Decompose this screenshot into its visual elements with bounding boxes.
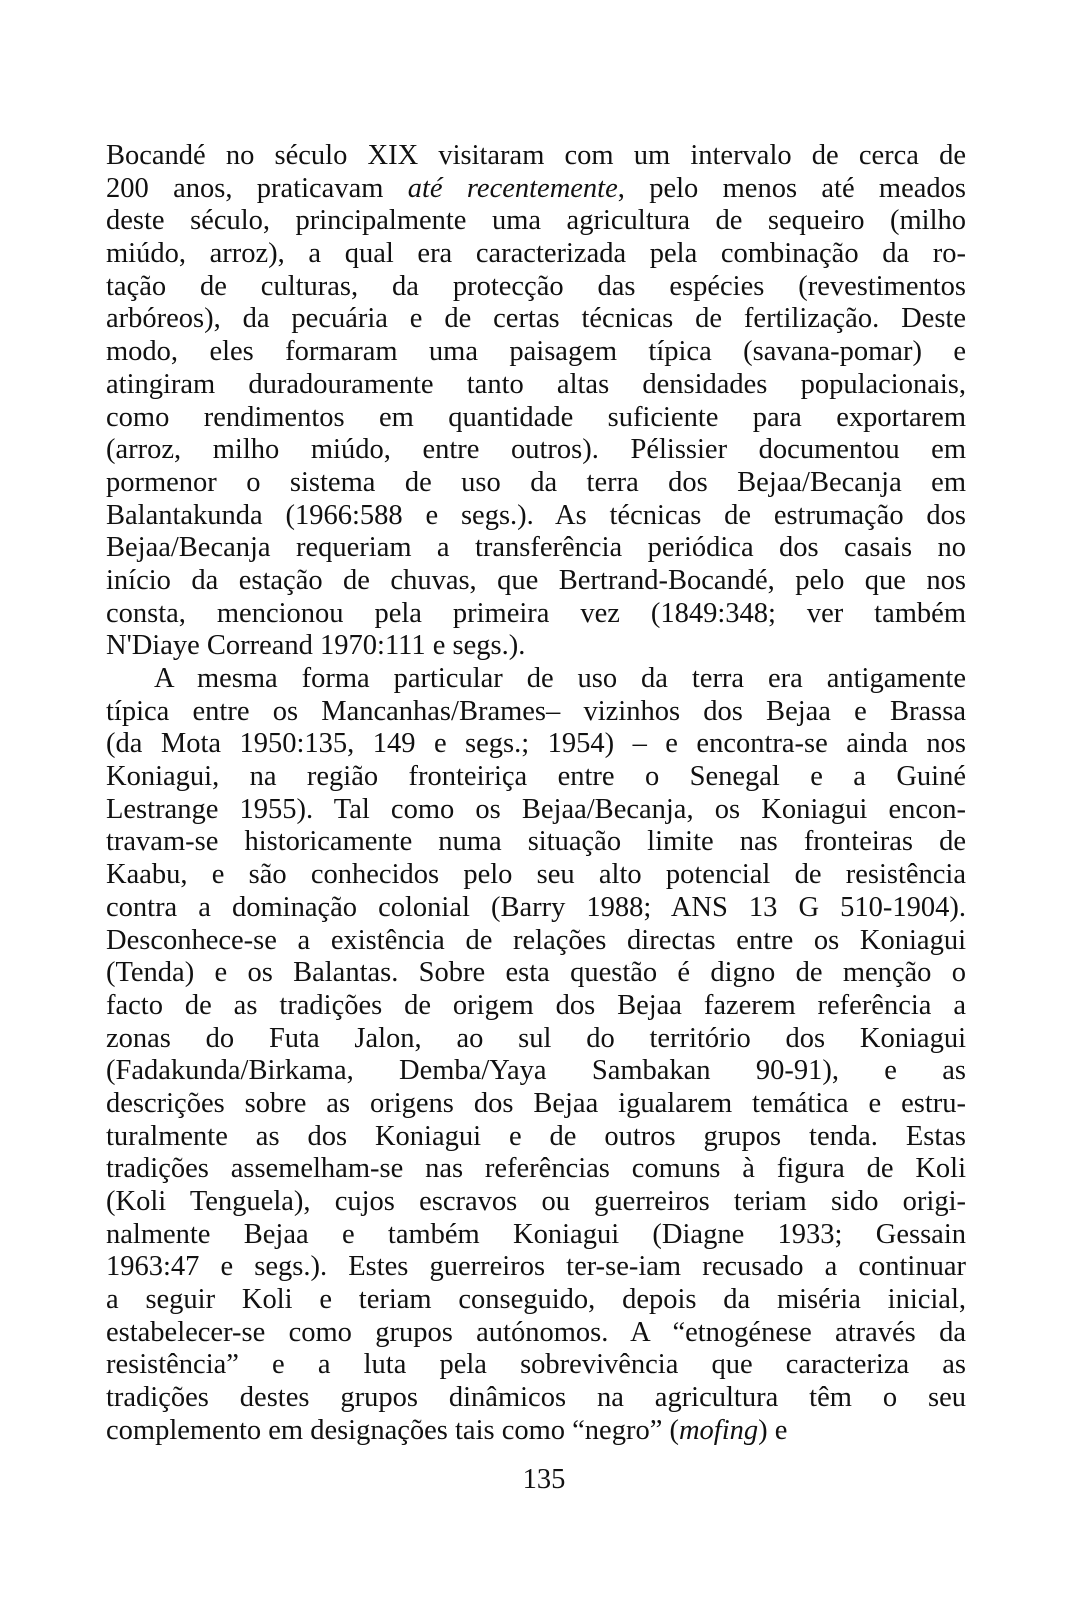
- text-line: [106, 1055, 966, 1088]
- text-line: [106, 1415, 966, 1448]
- text-line: [106, 500, 966, 533]
- text-line: [106, 761, 966, 794]
- text-line: [106, 892, 966, 925]
- text-line: [106, 696, 966, 729]
- text-line: [106, 205, 966, 238]
- text-line: [106, 271, 966, 304]
- text-segment: tradições assemelham-se nas referências comuns à figura de Koli: [106, 1153, 966, 1185]
- text-segment: (Koli Tenguela), cujos escravos ou guerreiros teriam sido origi-: [106, 1186, 966, 1217]
- text-segment: Desconhece-se a existência de relações directas entre os Koniagui: [106, 924, 966, 956]
- text-line: [106, 1121, 966, 1154]
- text-segment: a seguir Koli e teriam conseguido, depois da miséria inicial,: [106, 1284, 966, 1316]
- text-segment: ) e: [758, 1414, 788, 1446]
- text-line: [106, 532, 966, 565]
- text-segment: descrições sobre as origens dos Bejaa igualarem temática e estru-: [106, 1087, 966, 1119]
- text-segment: N'Diaye Correand 1970:111 e segs.).: [106, 630, 526, 662]
- text-segment: Kaabu, e são conhecidos pelo seu alto potencial de resistência: [106, 859, 966, 891]
- text-segment: turalmente as dos Koniagui e de outros grupos tenda. Estas: [106, 1120, 966, 1152]
- text-line: [106, 1023, 966, 1056]
- text-segment: como rendimentos em quantidade suficiente para exportarem: [106, 401, 966, 433]
- text-segment: resistência” e a luta pela sobrevivência que caracteriza as: [106, 1349, 966, 1381]
- text-line: [106, 434, 966, 467]
- paragraph: [106, 140, 966, 663]
- text-line: [106, 1349, 966, 1382]
- text-line: [106, 1088, 966, 1121]
- text-segment: 200 anos, praticavam: [106, 172, 408, 204]
- text-line: [106, 173, 966, 206]
- text-line: [106, 826, 966, 859]
- text-segment: visitaram com um intervalo de cerca de: [418, 140, 966, 171]
- text-line: [106, 1284, 966, 1317]
- text-line: [106, 1317, 966, 1350]
- italic-text: até recentemente: [407, 172, 618, 204]
- text-segment: Balantakunda (1966:588 e segs.). As técnicas de estrumação dos: [106, 499, 966, 531]
- paragraph: [106, 663, 966, 1448]
- text-segment: típica entre os Mancanhas/Brames– vizinhos dos Bejaa e Brassa: [106, 695, 966, 727]
- text-line: [106, 1186, 966, 1219]
- text-line: [106, 140, 966, 173]
- text-line: [106, 238, 966, 271]
- text-segment: modo, eles formaram uma paisagem típica (savana-pomar) e: [106, 336, 966, 368]
- text-segment: complemento em designações tais como “negro” (: [106, 1414, 679, 1446]
- text-segment: estabelecer-se como grupos autónomos. A “etnogénese através da: [106, 1316, 966, 1348]
- text-segment: facto de as tradições de origem dos Bejaa fazerem referência a: [106, 989, 966, 1021]
- text-segment: tradições destes grupos dinâmicos na agricultura têm o seu: [106, 1382, 966, 1414]
- text-line: [106, 663, 966, 696]
- text-segment: 1963:47 e segs.). Estes guerreiros ter-se-iam recusado a continuar: [106, 1251, 966, 1283]
- italic-text: mofing: [678, 1414, 759, 1446]
- text-segment: (da Mota 1950:135, 149 e segs.; 1954) – e encontra-se ainda nos: [106, 728, 966, 760]
- text-line: [106, 957, 966, 990]
- text-line: [106, 598, 966, 631]
- text-segment: tação de culturas, da protecção das espécies (revestimentos: [106, 270, 966, 302]
- text-line: [106, 1251, 966, 1284]
- text-line: [106, 467, 966, 500]
- text-segment: arbóreos), da pecuária e de certas técnicas de fertilização. Deste: [106, 303, 966, 335]
- text-segment: (Tenda) e os Balantas. Sobre esta questão é digno de menção o: [106, 957, 966, 989]
- text-segment: , pelo menos até meados: [617, 172, 966, 204]
- text-line: [106, 303, 966, 336]
- text-segment: A mesma forma particular de uso da terra era antigamente: [154, 663, 966, 694]
- text-segment: início da estação de chuvas, que Bertrand-Bocandé, pelo que nos: [106, 564, 966, 596]
- text-segment: Koniagui, na região fronteiriça entre o Senegal e a Guiné: [106, 761, 966, 793]
- text-line: [106, 336, 966, 369]
- text-segment: deste século, principalmente uma agricultura de sequeiro (milho: [106, 205, 966, 237]
- text-segment: Bejaa/Becanja requeriam a transferência periódica dos casais no: [106, 532, 966, 564]
- text-segment: miúdo, arroz), a qual era caracterizada pela combinação da ro-: [106, 238, 966, 270]
- text-line: [106, 990, 966, 1023]
- text-line: [106, 565, 966, 598]
- text-segment: Lestrange 1955). Tal como os Bejaa/Becanja, os Koniagui encon-: [106, 793, 966, 825]
- text-line: [106, 369, 966, 402]
- text-line: [106, 1382, 966, 1415]
- text-segment: zonas do Futa Jalon, ao sul do território dos Koniagui: [106, 1022, 966, 1054]
- text-line: [106, 925, 966, 958]
- body-text: [106, 140, 966, 1448]
- text-segment: (Fadakunda/Birkama, Demba/Yaya Sambakan 90-91), e as: [106, 1055, 966, 1087]
- page-number: 135: [522, 1464, 566, 1495]
- text-line: [106, 1153, 966, 1186]
- text-segment: pormenor o sistema de uso da terra dos Bejaa/Becanja em: [106, 466, 966, 498]
- text-line: [106, 859, 966, 892]
- text-segment: consta, mencionou pela primeira vez (1849:348; ver também: [106, 597, 966, 629]
- text-line: [106, 630, 966, 663]
- text-line: [106, 728, 966, 761]
- text-line: [106, 794, 966, 827]
- text-line: [106, 1219, 966, 1252]
- text-segment: travam-se historicamente numa situação limite nas fronteiras de: [106, 826, 966, 858]
- text-segment: Bocandé no século: [106, 140, 368, 171]
- small-caps-text: XIX: [367, 140, 419, 171]
- text-segment: (arroz, milho miúdo, entre outros). Pélissier documentou em: [106, 434, 966, 466]
- text-segment: atingiram duradouramente tanto altas densidades populacionais,: [106, 368, 966, 400]
- text-segment: contra a dominação colonial (Barry 1988; ANS 13 G 510-1904).: [106, 891, 966, 923]
- text-segment: nalmente Bejaa e também Koniagui (Diagne 1933; Gessain: [106, 1218, 966, 1250]
- text-line: [106, 402, 966, 435]
